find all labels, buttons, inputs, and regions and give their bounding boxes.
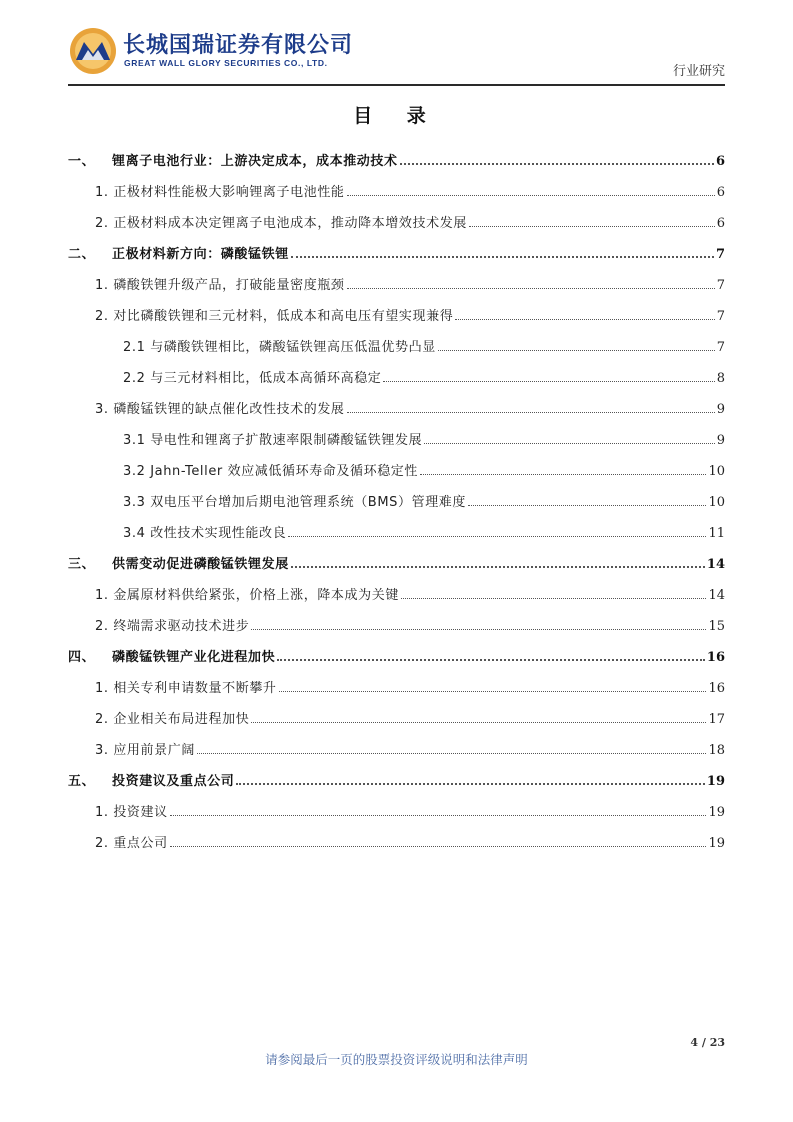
toc-entry-text: 锂离子电池行业：上游决定成本，成本推动技术	[112, 154, 398, 169]
toc-entry[interactable]	[68, 171, 725, 202]
toc-entry-page: 10	[708, 495, 725, 510]
toc-entry[interactable]	[68, 667, 725, 698]
toc-entry-text: 1. 相关专利申请数量不断攀升	[95, 681, 277, 696]
toc-leader-dots	[291, 566, 705, 568]
toc-entry-text: 3. 应用前景广阔	[95, 743, 195, 758]
toc-entry-label	[95, 398, 345, 419]
toc-entry-text: 1. 正极材料性能极大影响锂离子电池性能	[95, 185, 345, 200]
toc-entry-page: 19	[706, 774, 725, 789]
toc-entry[interactable]	[68, 605, 725, 636]
toc-entry-text: 3.4 改性技术实现性能改良	[123, 526, 287, 541]
toc-entry-label	[95, 739, 195, 760]
toc-entry[interactable]	[68, 543, 725, 574]
toc-leader-dots	[469, 226, 715, 227]
toc-entry-label	[95, 305, 453, 326]
toc-entry-text: 2. 重点公司	[95, 836, 168, 851]
toc-leader-dots	[401, 598, 707, 599]
toc-entry-label	[95, 584, 399, 605]
toc-entry-page: 9	[716, 433, 725, 448]
toc-leader-dots	[455, 319, 714, 320]
toc-leader-dots	[347, 412, 715, 413]
toc-entry[interactable]	[68, 822, 725, 853]
toc-entry-text: 正极材料新方向：磷酸锰铁锂	[112, 247, 289, 262]
toc-entry[interactable]	[68, 419, 725, 450]
toc-leader-dots	[251, 629, 706, 630]
toc-entry-number: 一、	[68, 154, 96, 169]
toc-leader-dots	[288, 536, 706, 537]
toc-entry[interactable]	[68, 574, 725, 605]
company-name-cn: 长城国瑞证券有限公司	[123, 33, 354, 58]
toc-leader-dots	[197, 753, 707, 754]
toc-entry-page: 7	[715, 247, 725, 262]
toc-entry-text: 1. 金属原材料供给紧张，价格上涨，降本成为关键	[95, 588, 399, 603]
toc-entry[interactable]	[68, 760, 725, 791]
toc-entry-text: 2. 企业相关布局进程加快	[95, 712, 250, 727]
toc-entry-label	[95, 677, 277, 698]
toc-entry-label	[95, 615, 249, 636]
toc-entry[interactable]	[68, 233, 725, 264]
toc-entry-page: 7	[716, 340, 725, 355]
toc-leader-dots	[236, 783, 705, 785]
toc-leader-dots	[468, 505, 706, 506]
toc-entry-page: 14	[706, 557, 725, 572]
toc-entry-label	[95, 212, 467, 233]
toc-entry-text: 投资建议及重点公司	[112, 774, 235, 789]
toc-entry-label	[123, 522, 286, 543]
toc-entry-label	[123, 336, 436, 357]
toc-entry-page: 10	[708, 464, 725, 479]
toc-entry-text: 3.2 Jahn-Teller 效应减低循环寿命及循环稳定性	[123, 464, 419, 479]
toc-entry-text: 3.1 导电性和锂离子扩散速率限制磷酸锰铁锂发展	[123, 433, 423, 448]
toc-entry-page: 9	[716, 402, 725, 417]
toc-entry-page: 11	[708, 526, 725, 541]
toc-entry[interactable]	[68, 264, 725, 295]
toc-entry[interactable]	[68, 388, 725, 419]
toc-entry-label	[68, 646, 275, 667]
toc-leader-dots	[420, 474, 706, 475]
toc-leader-dots	[170, 846, 707, 847]
toc-entry-label	[68, 770, 234, 791]
toc-entry-text: 1. 磷酸铁锂升级产品，打破能量密度瓶颈	[95, 278, 345, 293]
toc-entry-page: 15	[708, 619, 725, 634]
toc-title: 目 录	[353, 105, 440, 127]
toc-entry-page: 16	[706, 650, 725, 665]
toc-entry[interactable]	[68, 295, 725, 326]
toc-entry-label	[95, 832, 168, 853]
toc-entry-text: 磷酸锰铁锂产业化进程加快	[112, 650, 276, 665]
toc-entry-text: 2. 对比磷酸铁锂和三元材料，低成本和高电压有望实现兼得	[95, 309, 454, 324]
toc-leader-dots	[438, 350, 715, 351]
toc-leader-dots	[383, 381, 714, 382]
toc-leader-dots	[170, 815, 707, 816]
toc-entry[interactable]	[68, 481, 725, 512]
toc-leader-dots	[291, 256, 714, 258]
toc-entry-page: 6	[716, 185, 725, 200]
table-of-contents	[68, 140, 725, 853]
toc-leader-dots	[251, 722, 706, 723]
company-name-en: GREAT WALL GLORY SECURITIES CO., LTD.	[124, 58, 328, 68]
toc-entry-page: 8	[716, 371, 725, 386]
toc-entry-page: 19	[708, 836, 725, 851]
toc-leader-dots	[279, 691, 707, 692]
toc-entry[interactable]	[68, 450, 725, 481]
toc-entry-number: 三、	[68, 557, 96, 572]
toc-entry-page: 18	[708, 743, 725, 758]
toc-entry[interactable]	[68, 698, 725, 729]
toc-entry[interactable]	[68, 791, 725, 822]
toc-entry[interactable]	[68, 326, 725, 357]
toc-entry-label	[123, 491, 466, 512]
toc-entry[interactable]	[68, 729, 725, 760]
toc-leader-dots	[347, 288, 715, 289]
toc-entry-label	[123, 367, 381, 388]
toc-entry-label	[95, 801, 168, 822]
toc-entry-text: 3.3 双电压平台增加后期电池管理系统（BMS）管理难度	[123, 495, 466, 510]
toc-entry-label	[68, 553, 289, 574]
toc-entry-text: 2.2 与三元材料相比，低成本高循环高稳定	[123, 371, 382, 386]
report-category: 行业研究	[672, 64, 725, 79]
footer-disclaimer: 请参阅最后一页的股票投资评级说明和法律声明	[265, 1052, 528, 1067]
toc-leader-dots	[424, 443, 715, 444]
header-divider	[68, 84, 725, 86]
toc-entry[interactable]	[68, 512, 725, 543]
toc-entry-text: 2.1 与磷酸铁锂相比，磷酸锰铁锂高压低温优势凸显	[123, 340, 436, 355]
toc-entry[interactable]	[68, 357, 725, 388]
toc-entry-label	[68, 243, 289, 264]
toc-entry[interactable]	[68, 202, 725, 233]
toc-entry-label	[95, 708, 249, 729]
toc-entry-number: 四、	[68, 650, 96, 665]
company-logo-icon	[68, 26, 118, 76]
toc-entry-text: 2. 正极材料成本决定锂离子电池成本，推动降本增效技术发展	[95, 216, 467, 231]
toc-entry-page: 14	[708, 588, 725, 603]
toc-entry-label	[95, 181, 345, 202]
toc-entry-text: 2. 终端需求驱动技术进步	[95, 619, 250, 634]
toc-entry-label	[123, 460, 418, 481]
page-number: 4 / 23	[690, 1036, 725, 1049]
toc-entry[interactable]	[68, 140, 725, 171]
toc-entry-label	[68, 150, 398, 171]
toc-entry-number: 二、	[68, 247, 96, 262]
toc-entry-text: 供需变动促进磷酸锰铁锂发展	[112, 557, 289, 572]
toc-entry-label	[123, 429, 422, 450]
toc-leader-dots	[347, 195, 715, 196]
toc-entry[interactable]	[68, 636, 725, 667]
toc-entry-text: 3. 磷酸锰铁锂的缺点催化改性技术的发展	[95, 402, 345, 417]
toc-leader-dots	[277, 659, 705, 661]
toc-entry-page: 6	[716, 216, 725, 231]
toc-leader-dots	[400, 163, 714, 165]
toc-entry-page: 17	[708, 712, 725, 727]
toc-entry-page: 16	[708, 681, 725, 696]
toc-entry-label	[95, 274, 345, 295]
toc-entry-number: 五、	[68, 774, 96, 789]
page-header	[68, 22, 725, 84]
toc-entry-page: 6	[715, 154, 725, 169]
toc-entry-page: 7	[716, 278, 725, 293]
toc-entry-page: 7	[716, 309, 725, 324]
toc-entry-page: 19	[708, 805, 725, 820]
toc-entry-text: 1. 投资建议	[95, 805, 168, 820]
